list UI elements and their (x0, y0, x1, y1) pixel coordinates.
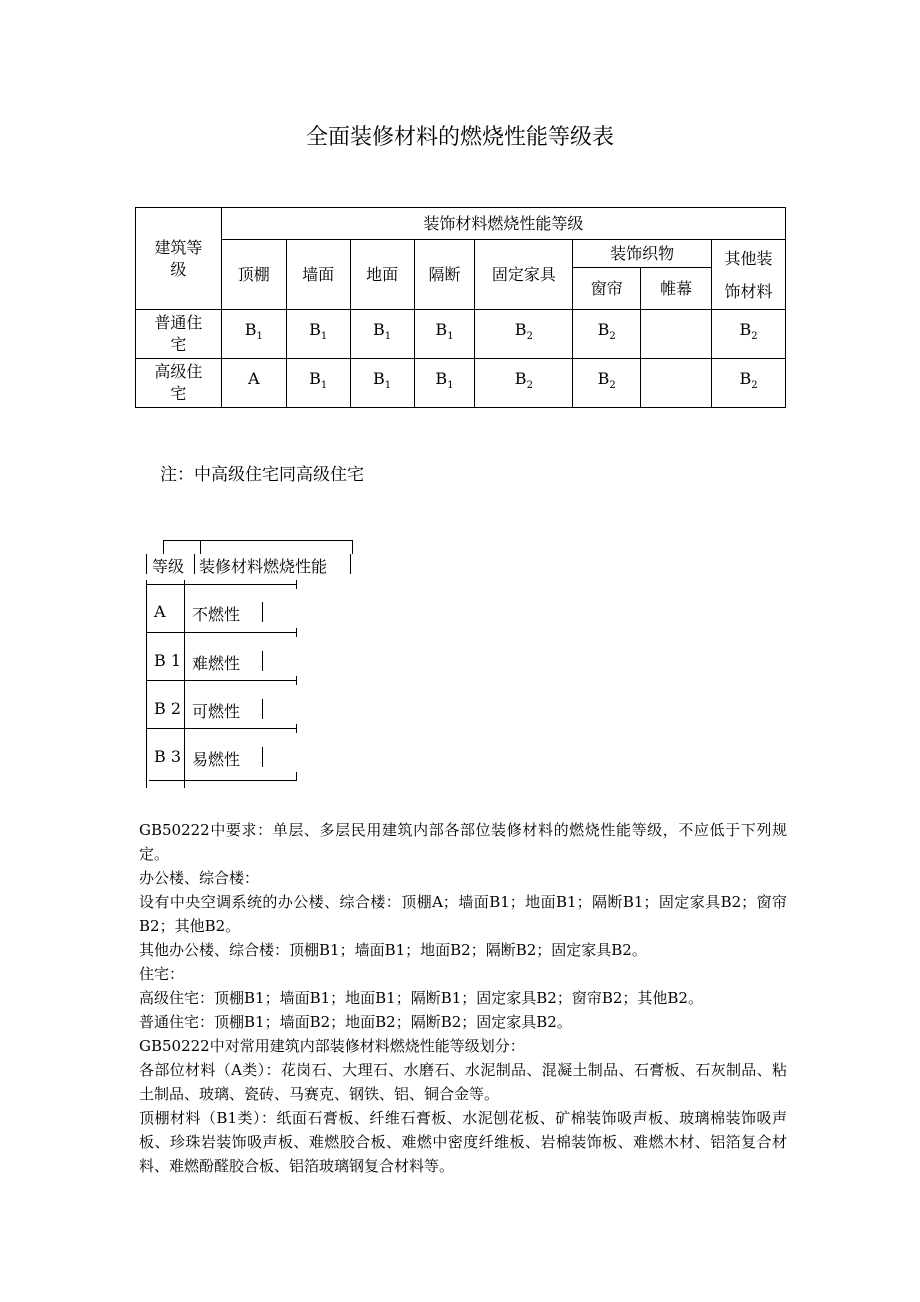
paragraph: GB50222中要求：单层、多层民用建筑内部各部位装修材料的燃烧性能等级，不应低于下列规定。 (139, 821, 787, 863)
table-note: 注：中高级住宅同高级住宅 (160, 465, 364, 485)
perf-b1: 难燃性 (192, 654, 241, 673)
rating-cell (641, 359, 712, 408)
grade-table (141, 536, 361, 786)
grade-b1: B 1 (154, 651, 182, 670)
page-title: 全面装修材料的燃烧性能等级表 (305, 125, 614, 150)
rating-cell: $B_2$ (712, 310, 786, 359)
body-text (139, 818, 787, 1178)
paragraph: 办公楼、综合楼： (139, 869, 260, 887)
fire-rating-table (135, 207, 786, 408)
header-fixed-furniture: 固定家具 (475, 240, 573, 310)
table-row (136, 359, 786, 408)
paragraph: GB50222中对常用建筑内部装修材料燃烧性能等级划分： (139, 1037, 525, 1055)
grade-b2: B 2 (154, 699, 182, 718)
header-rating-group: 装饰材料燃烧性能等级 (221, 208, 785, 240)
header-other: 其他装 饰材料 (712, 240, 786, 310)
rating-cell: A (221, 359, 286, 408)
rating-cell: $B_2$ (475, 359, 573, 408)
header-wall: 墙面 (286, 240, 350, 310)
paragraph: 住宅： (139, 965, 185, 983)
perf-b2: 可燃性 (192, 702, 241, 721)
header-drape: 帷幕 (641, 268, 712, 310)
paragraph: 其他办公楼、综合楼：顶棚B1；墙面B1；地面B2；隔断B2；固定家具B2。 (139, 941, 647, 959)
grade-a: A (154, 602, 166, 621)
rating-cell: $B_2$ (712, 359, 786, 408)
rating-cell: $B_1$ (414, 359, 475, 408)
rating-cell: $B_1$ (286, 359, 350, 408)
table-row (136, 310, 786, 359)
header-building-level: 建筑等 级 (136, 208, 222, 310)
header-performance: 装修材料燃烧性能 (199, 557, 328, 576)
rating-cell (641, 310, 712, 359)
header-textiles: 装饰织物 (573, 240, 712, 268)
perf-a: 不燃性 (192, 605, 241, 624)
row-label: 普通住 宅 (136, 310, 222, 359)
perf-b3: 易燃性 (192, 750, 241, 769)
grade-b3: B 3 (154, 747, 182, 766)
rating-cell: $B_1$ (221, 310, 286, 359)
row-label: 高级住 宅 (136, 359, 222, 408)
header-grade: 等级 (152, 557, 185, 576)
paragraph: 普通住宅：顶棚B1；墙面B2；地面B2；隔断B2；固定家具B2。 (139, 1013, 572, 1031)
paragraph: 设有中央空调系统的办公楼、综合楼：顶棚A；墙面B1；地面B1；隔断B1；固定家具B2；窗帘B2；其他B2。 (139, 893, 787, 935)
rating-cell: $B_1$ (286, 310, 350, 359)
rating-cell: $B_2$ (573, 310, 641, 359)
rating-cell: $B_2$ (475, 310, 573, 359)
rating-cell: $B_1$ (414, 310, 475, 359)
paragraph: 高级住宅：顶棚B1；墙面B1；地面B1；隔断B1；固定家具B2；窗帘B2；其他B2。 (139, 989, 703, 1007)
header-ceiling: 顶棚 (221, 240, 286, 310)
header-partition: 隔断 (414, 240, 475, 310)
rating-cell: $B_1$ (350, 310, 414, 359)
header-curtain: 窗帘 (573, 268, 641, 310)
rating-cell: $B_1$ (350, 359, 414, 408)
paragraph: 各部位材料（A类）：花岗石、大理石、水磨石、水泥制品、混凝土制品、石膏板、石灰制品、粘土制品、玻璃、瓷砖、马赛克、钢铁、铝、铜合金等。 (139, 1061, 787, 1103)
paragraph: 顶棚材料（B1类）：纸面石膏板、纤维石膏板、水泥刨花板、矿棉装饰吸声板、玻璃棉装饰吸声板、珍珠岩装饰吸声板、难燃胶合板、难燃中密度纤维板、岩棉装饰板、难燃木材、铝箔复合材料、难燃酚醛胶合板、铝箔玻璃钢复合材料等。 (139, 1109, 787, 1175)
rating-cell: $B_2$ (573, 359, 641, 408)
header-floor: 地面 (350, 240, 414, 310)
